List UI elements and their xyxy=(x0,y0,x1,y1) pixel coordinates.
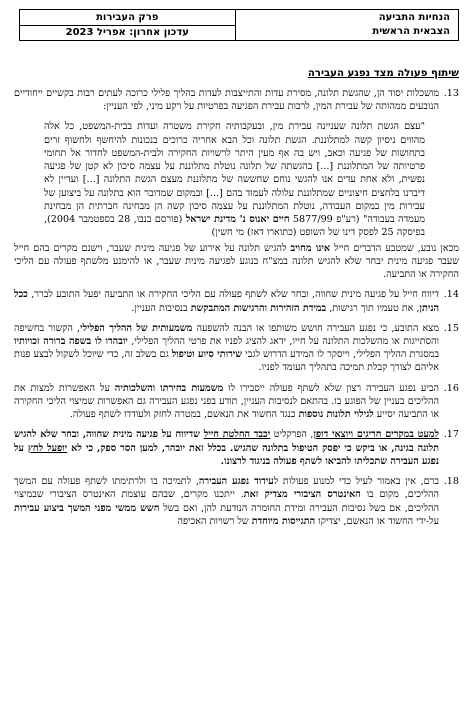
text-segment: מצא התובע, כי נפגע העבירה חושש משותפו או הבנה להשפעה xyxy=(192,322,439,334)
text-segment: ברם, אין באמור לעיל כדי למנוע פעולות ל xyxy=(273,476,439,488)
bold-segment: חשש ממשי מפני המשך ביצוע עבירות xyxy=(14,502,160,514)
header-chapter: פרק העבירות xyxy=(20,11,235,26)
document-header xyxy=(19,9,459,41)
bold-segment: שדיווח על פגיעה מינית שחווה, ובחר שלא להגיש תלונה בגינה, או ביקש כי יפסק הטיפול בתלונה שהגיש. בכלל זאת יובהר, למען הסר ספק, כי לא xyxy=(14,429,439,454)
case-name: חיים יאנוס נ' מדינת ישראל xyxy=(185,214,290,226)
text-segment: במסגרת ההליך הפלילי, וייסקר לו המידע הדרוש לגבי xyxy=(242,349,439,361)
paragraph-17 xyxy=(14,428,459,468)
paragraph-number: 16. xyxy=(443,382,459,394)
bold-segment: במידת הזהירות והרגישות המתבקשת xyxy=(190,302,327,314)
bold-underlined-segment: יכבד החלטת חייל xyxy=(203,429,271,441)
paragraph-18 xyxy=(14,475,459,528)
bold-segment: האינטרס הציבורי מצדיק זאת xyxy=(243,489,361,501)
bold-segment: יובהרו לו בשפה ברורה זכויותיו xyxy=(14,335,128,347)
paragraph-text: מושכלות יסוד הן, שהגשת תלונה, מסירת עדות והתייצבות לעדות בהליך פלילי כרוכה לעתים רבות בקשיים ייחודיים הנובעים ממהותה של עבירת המין, לרבות עבירת הפגיעה בפרטיות על רקע מיני, לפי העניין: xyxy=(14,88,439,113)
paragraph-number: 13. xyxy=(443,88,459,99)
bold-segment: עידוד נפגע העבירה xyxy=(198,476,274,488)
bold-underlined-segment: למעט במקרים חריגים ויוצאי דופן xyxy=(313,429,440,441)
quote-citation: (פורסם בנבו, 28 בספטמבר 2004), בפיסקה 25 לפסק דינו של השופט (כתוארו דאז) מי חשין) xyxy=(44,214,425,239)
text-segment: דיווח חייל על פגיעה מינית שחווה, ובחר שלא לשתף פעולה עם הליכי החקירה או התביעה יפעל התובע לברר, xyxy=(27,289,439,301)
paragraph-number: 18. xyxy=(443,476,459,488)
paragraph-15 xyxy=(14,322,459,375)
bold-segment: על נפגע העבירה שתכליתו להביאו לשתף פעולה בניגוד לרצונו. xyxy=(14,442,439,467)
text-segment: , את טעמיו תוך רגישות, xyxy=(326,302,420,314)
header-authority xyxy=(235,10,459,40)
header-updated: עדכון אחרון: אפריל 2023 xyxy=(65,26,189,38)
quote-text: "עצם הגשת תלונה שעניינה עבירת מין, ובעקבותיה חקירת משטרה ועדות בבית-המשפט, כל אלה מהווים ניסיון קשה למתלוננת. הגשת תלונה וכל הבא אחריה כרוכים בנכונות להיחשף ולחשוף זרים בתחושות של פגיעה וכאב, ויש בה אף מעין היתר לרשויות החקירה ולבית-המשפט לחדור אל תחומי פרטיותה של המתלוננת [...] בהגשתה של תלונה נוטלת מתלוננת על עצמה סיכון לא קטן של פגיעה נפשית, ולא אחת עדים אנו להגשי נוחם שחששה של מתלוננת מעצם הגשת התלונה [...] ועדיין לא דיברנו בלחצים חיצוניים שמתלוננת עלולה לעמוד בהם [...] ובמקום שמדובר הוא בתלונה על ביצוען של עבירות מין במקום העבודה, נוטלת המתלוננת על עצמה סיכון קשה הן מבחינה חברתית הן מבחינת מעמדה בעבודה" (רע"פ 5877/99 xyxy=(44,121,425,226)
bold-segment: אינו מחויב xyxy=(290,242,331,254)
bold-underlined-segment: יופעל לחץ xyxy=(27,442,68,454)
text-segment: מכאן נובע, שמטבע הדברים חייל xyxy=(330,242,459,254)
header-line-1: הנחיות התביעה xyxy=(378,12,450,23)
bold-segment: ככל הניתן xyxy=(14,289,439,314)
header-line-2: הצבאית הראשית xyxy=(372,26,450,37)
text-segment: על האפשרות למצות את ההליכים בעניין של הפוגע בו. בהתאם לנסיבות העניין, תודע בפני נפגע העבירה גם האפשרות שמיצוי הליכי החקירה או התביעה יסייע xyxy=(14,382,439,421)
text-segment: על-ידי החשוד או הנאשם, יצדיקו xyxy=(315,515,439,527)
paragraph-14 xyxy=(14,288,459,314)
text-segment: בנסיבות העניין. xyxy=(131,302,191,314)
text-segment: גם בשלב זה, כדי שיוכל לשקול לבצע פנות אליהם לצורך קבלת תמיכה בתהליך העומד לפניו. xyxy=(14,349,439,374)
bold-segment: לגילוי תלונות נוספות xyxy=(298,409,374,421)
text-segment: הביע נפגע העבירה רצון שלא לשתף פעולה ייסבירו לו xyxy=(223,382,439,394)
text-segment: להגיש תלונה על אירוע של פגיעה מינית שעבר, וישנם מקרים בהם חייל שעבר פגיעה מינית יבחר שלא להגיש תלונה במצ"ח בנוגע לפגיעה מינית שעבר, או להימנע מלשתף פעולה עם הליכי החקירה או התביעה. xyxy=(14,242,459,281)
text-segment: של רשויות האכיפה xyxy=(177,515,252,527)
paragraph-13 xyxy=(14,87,459,113)
text-segment: כנגד החשוד את הנאשם, במטרה לחזק ולעודדו לשתף פעולה. xyxy=(69,409,299,421)
paragraph-number: 14. xyxy=(443,289,459,301)
text-segment: . ייתכנו מקרים, שבהם עוצמת האינטרס הציבורי שבמיצוי ההליכים, אם בשל נסיבות העבירה ומידת החומרה הנודעת להן, ואם בשל xyxy=(14,489,440,514)
text-segment: , הפרקליט xyxy=(270,429,314,441)
text-segment: , הקשור בחשיפה והסתייגות או מהשלכות התלונה על חייו, ידאג להציג לפניו את פרטי ההליך הפלילי, xyxy=(14,322,439,347)
document-body xyxy=(14,87,459,535)
bold-segment: שירותי סיוע וטיפול xyxy=(171,349,243,361)
paragraph-16 xyxy=(14,382,459,422)
bold-segment: משמעותית של ההליך הפלילי xyxy=(80,322,193,334)
text-segment: , לתמיכה בו ולרתימתו לשתף פעולה עם המשך ההליכים, מקום בו xyxy=(14,476,439,501)
header-chapter-box xyxy=(20,10,235,40)
bold-segment: התגייסות מיוחדת xyxy=(251,515,316,527)
paragraph-13-continuation xyxy=(14,242,459,282)
bold-segment: משמעות בחירתו והשלכותיה xyxy=(114,382,224,394)
section-title: שיתוף פעולה מצד נפגע העבירה xyxy=(307,68,459,79)
block-quote xyxy=(44,120,425,239)
paragraph-number: 15. xyxy=(443,322,459,334)
paragraph-number: 17. xyxy=(443,429,459,441)
